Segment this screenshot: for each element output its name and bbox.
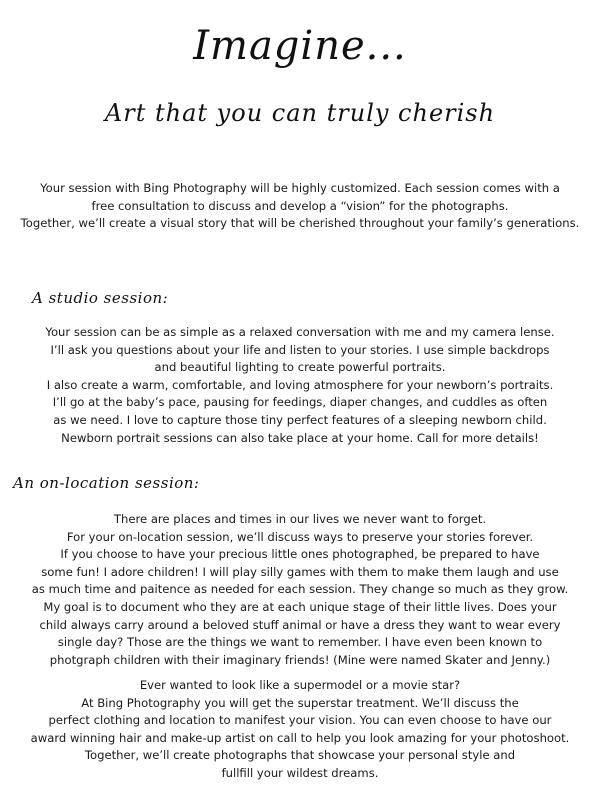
on-location-paragraph-2 (0, 677, 600, 783)
intro-line: Your session with Bing Photography will be highly customized. Each session comes with a (40, 181, 560, 195)
page-subtitle: Art that you can truly cherish (104, 99, 496, 127)
studio-line: and beautiful lighting to create powerful portraits. (154, 360, 446, 375)
location-line: If you choose to have your precious little ones photographed, be prepared to have (60, 547, 540, 562)
on-location-paragraph-1 (0, 511, 600, 669)
location-line: My goal is to document who they are at each unique stage of their little lives. Does your (43, 599, 557, 614)
studio-line: I’ll go at the baby’s pace, pausing for feedings, diaper changes, and cuddles as often (52, 395, 548, 410)
location-line: some fun! I adore children! I will play silly games with them to make them laugh and use (41, 564, 559, 579)
location-line: perfect clothing and location to manifest your vision. You can even choose to have our (48, 713, 552, 728)
intro-paragraph (0, 180, 600, 233)
studio-line: Newborn portrait sessions can also take place at your home. Call for more details! (61, 430, 539, 445)
location-line: single day? Those are the things we want to remember. I have even been known to (57, 635, 543, 650)
studio-line: Your session can be as simple as a relaxed conversation with me and my camera lense. (45, 325, 555, 339)
studio-line: I’ll ask you questions about your life and listen to your stories. I use simple backdrops (50, 342, 550, 357)
location-line: award winning hair and make-up artist on call to help you look amazing for your photoshoot. (30, 730, 570, 745)
studio-line: as we need. I love to capture those tiny perfect features of a sleeping newborn child. (53, 412, 547, 427)
intro-line: free consultation to discuss and develop a “vision” for the photographs. (91, 198, 509, 213)
location-line: For your on-location session, we’ll discuss ways to preserve your stories forever. (66, 529, 534, 544)
location-line: as much time and paitence as needed for each session. They change so much as they grow. (31, 582, 569, 597)
on-location-session-heading: An on-location session: (13, 474, 200, 492)
page-title: Imagine... (193, 23, 407, 69)
intro-line: Together, we’ll create a visual story that will be cherished throughout your family’s generations. (20, 216, 580, 231)
location-line: Ever wanted to look like a supermodel or a movie star? (139, 678, 461, 692)
location-line: photgraph children with their imaginary friends! (Mine were named Skater and Jenny.) (49, 652, 551, 667)
location-line: There are places and times in our lives we never want to forget. (113, 512, 487, 526)
location-line: fullfill your wildest dreams. (221, 765, 379, 780)
studio-session-heading: A studio session: (32, 289, 169, 307)
location-line: child always carry around a beloved stuff animal or have a dress they want to wear every (39, 617, 561, 632)
location-line: Together, we’ll create photographs that showcase your personal style and (84, 748, 516, 763)
location-line: At Bing Photography you will get the superstar treatment. We’ll discuss the (81, 695, 519, 710)
studio-line: I also create a warm, comfortable, and loving atmosphere for your newborn’s portraits. (46, 377, 554, 392)
studio-session-paragraph (0, 324, 600, 447)
